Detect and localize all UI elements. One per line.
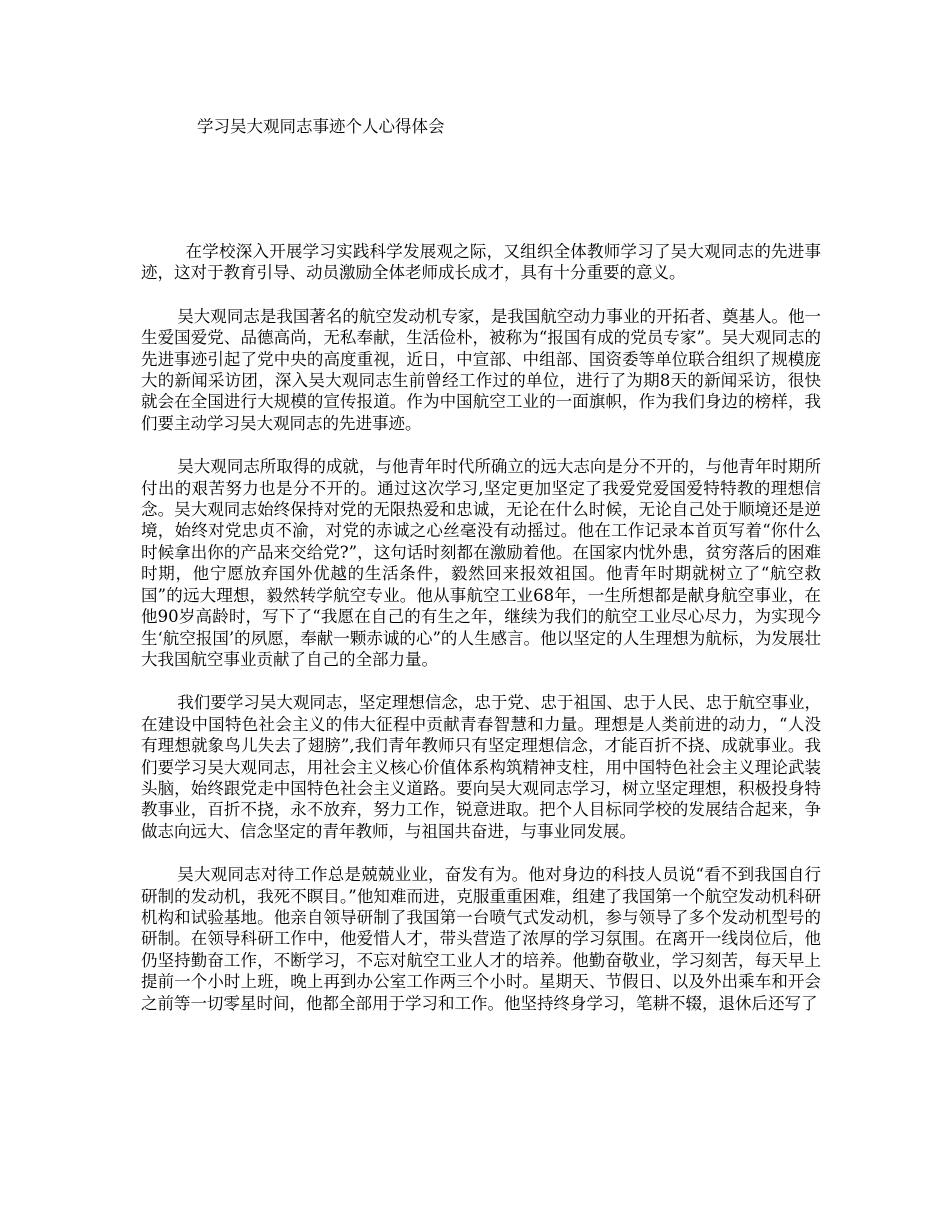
document-title: 学习吴大观同志事迹个人心得体会 bbox=[197, 117, 445, 136]
paragraph-intro: 在学校深入开展学习实践科学发展观之际，又组织全体教师学习了吴大观同志的先进事迹，这对于教育引导、动员激励全体老师成长成才，具有十分重要的意义。 bbox=[141, 242, 821, 283]
paragraph-background: 吴大观同志是我国著名的航空发动机专家，是我国航空动力事业的开拓者、奠基人。他一生爱国爱党、品德高尚，无私奉献，生活俭朴，被称为“报国有成的党员专家”。吴大观同志的先进事迹引起了党中央的高度重视，近日，中宣部、中组部、国资委等单位联合组织了规模庞大的新闻采访团，深入吴大观同志生前曾经工作过的单位，进行了为期8天的新闻采访，很快就会在全国进行大规模的宣传报道。作为中国航空工业的一面旗帜，作为我们身边的榜样，我们要主动学习吴大观同志的先进事迹。 bbox=[141, 306, 821, 433]
paragraph-learning: 我们要学习吴大观同志，坚定理想信念，忠于党、忠于祖国、忠于人民、忠于航空事业，在建设中国特色社会主义的伟大征程中贡献青春智慧和力量。理想是人类前进的动力，“人没有理想就象鸟儿失去了翅膀”,我们青年教师只有坚定理想信念，才能百折不挠、成就事业。我们要学习吴大观同志，用社会主义核心价值体系构筑精神支柱，用中国特色社会主义理论武装头脑，始终跟党走中国特色社会主义道路。要向吴大观同志学习，树立坚定理想，积极投身特教事业，百折不挠，永不放弃，努力工作，锐意进取。把个人目标同学校的发展结合起来，争做志向远大、信念坚定的青年教师，与祖国共奋进，与事业同发展。 bbox=[141, 693, 821, 841]
paragraph-dedication: 吴大观同志对待工作总是兢兢业业，奋发有为。他对身边的科技人员说“看不到我国自行研制的发动机，我死不瞑目。”他知难而进，克服重重困难，组建了我国第一个航空发动机科研机构和试验基地。他亲自领导研制了我国第一台喷气式发动机，参与领导了多个发动机型号的研制。在领导科研工作中，他爱惜人才，带头营造了浓厚的学习氛围。在离开一线岗位后，他仍坚持勤奋工作，不断学习，不忘对航空工业人才的培养。他勤奋敬业，学习刻苦，每天早上提前一个小时上班，晚上再到办公室工作两三个小时。星期天、节假日、以及外出乘车和开会之前等一切零星时间，他都全部用于学习和工作。他坚持终身学习，笔耕不辍，退休后还写了 bbox=[141, 865, 821, 1013]
paragraph-ideals: 吴大观同志所取得的成就，与他青年时代所确立的远大志向是分不开的，与他青年时期所付出的艰苦努力也是分不开的。通过这次学习,坚定更加坚定了我爱党爱国爱特特教的理想信念。吴大观同志始终保持对党的无限热爱和忠诚，无论在什么时候，无论自己处于顺境还是逆境，始终对党忠贞不渝，对党的赤诚之心丝毫没有动摇过。他在工作记录本首页写着“你什么时候拿出你的产品来交给党?”，这句话时刻都在激励着他。在国家内忧外患，贫穷落后的困难时期，他宁愿放弃国外优越的生活条件，毅然回来报效祖国。他青年时期就树立了“航空救国”的远大理想，毅然转学航空专业。他从事航空工业68年，一生所想都是献身航空事业，在他90岁高龄时，写下了“我愿在自己的有生之年，继续为我们的航空工业尽心尽力，为实现今生‘航空报国’的夙愿，奉献一颗赤诚的心”的人生感言。他以坚定的人生理想为航标，为发展壮大我国航空事业贡献了自己的全部力量。 bbox=[141, 457, 821, 669]
document-body bbox=[141, 241, 821, 1036]
